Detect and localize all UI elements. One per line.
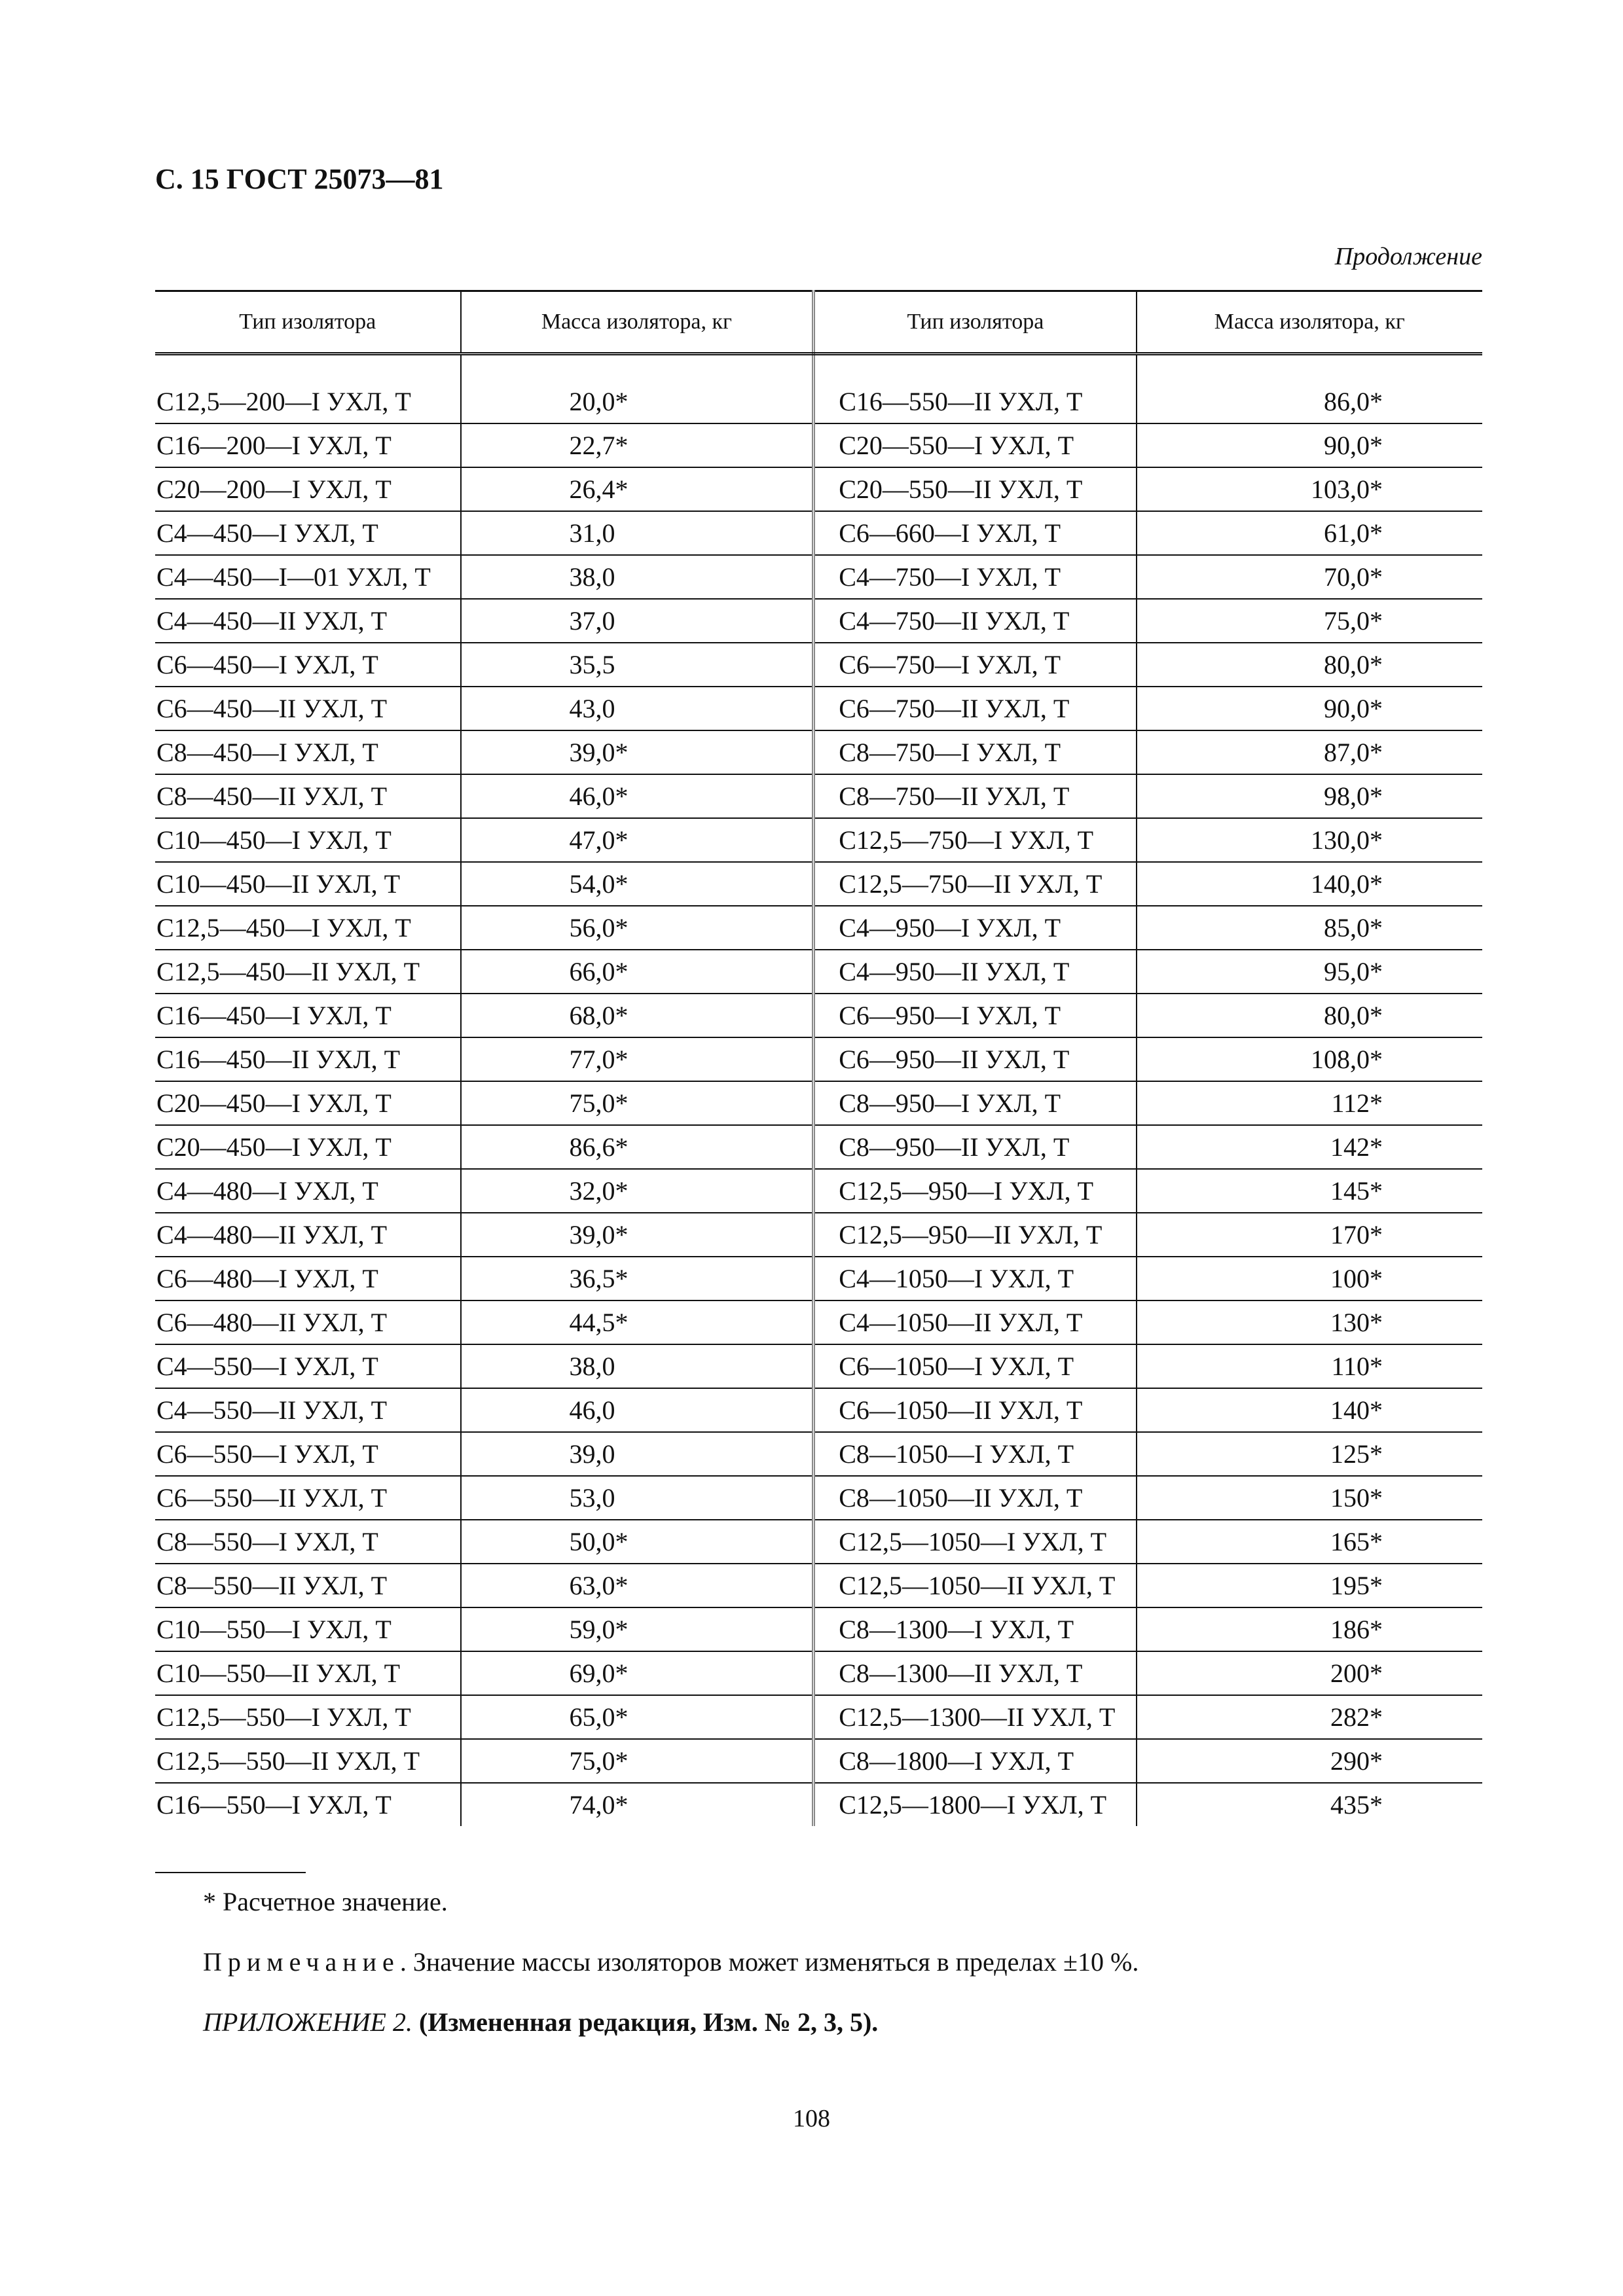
cell-mass-right: 90,0*	[1137, 423, 1482, 467]
cell-mass-right: 61,0*	[1137, 511, 1482, 555]
cell-type-right: С4—950—I УХЛ, Т	[814, 906, 1137, 950]
table-row	[155, 994, 1482, 1037]
table-row	[155, 1300, 1482, 1344]
cell-type-right: С6—950—II УХЛ, Т	[814, 1037, 1137, 1081]
cell-mass-left: 59,0*	[461, 1607, 814, 1651]
table-row	[155, 380, 1482, 423]
cell-type-left: С6—450—I УХЛ, Т	[155, 643, 461, 687]
cell-type-right: С4—750—II УХЛ, Т	[814, 599, 1137, 643]
footnote: * Расчетное значение.	[203, 1887, 448, 1916]
cell-mass-right: 103,0*	[1137, 467, 1482, 511]
table-row	[155, 643, 1482, 687]
cell-type-left: С6—480—II УХЛ, Т	[155, 1300, 461, 1344]
cell-type-left: С10—550—I УХЛ, Т	[155, 1607, 461, 1651]
cell-type-left: С10—450—II УХЛ, Т	[155, 862, 461, 906]
cell-mass-right: 80,0*	[1137, 994, 1482, 1037]
cell-mass-left: 46,0*	[461, 774, 814, 818]
cell-type-right: С20—550—II УХЛ, Т	[814, 467, 1137, 511]
cell-type-left: С4—450—I УХЛ, Т	[155, 511, 461, 555]
cell-mass-left: 44,5*	[461, 1300, 814, 1344]
appendix-text: (Измененная редакция, Изм. № 2, 3, 5).	[418, 2007, 879, 2037]
table-row	[155, 730, 1482, 774]
cell-mass-left: 39,0	[461, 1432, 814, 1476]
table-row	[155, 774, 1482, 818]
cell-mass-right: 87,0*	[1137, 730, 1482, 774]
cell-mass-left: 31,0	[461, 511, 814, 555]
table-row	[155, 599, 1482, 643]
cell-mass-right: 145*	[1137, 1169, 1482, 1213]
cell-mass-right: 112*	[1137, 1081, 1482, 1125]
cell-type-left: С16—450—II УХЛ, Т	[155, 1037, 461, 1081]
cell-type-right: С8—1300—I УХЛ, Т	[814, 1607, 1137, 1651]
cell-type-right: С16—550—II УХЛ, Т	[814, 380, 1137, 423]
note-text: . Значение массы изоляторов может изменяться в пределах ±10 %.	[399, 1947, 1139, 1977]
cell-mass-left: 75,0*	[461, 1081, 814, 1125]
cell-type-left: С20—450—I УХЛ, Т	[155, 1081, 461, 1125]
cell-mass-right: 165*	[1137, 1520, 1482, 1564]
table-row	[155, 1344, 1482, 1388]
cell-type-left: С8—550—II УХЛ, Т	[155, 1564, 461, 1607]
cell-type-right: С12,5—1800—I УХЛ, Т	[814, 1783, 1137, 1826]
cell-type-right: С8—1050—I УХЛ, Т	[814, 1432, 1137, 1476]
footnote-divider	[155, 1872, 306, 1873]
cell-mass-right: 90,0*	[1137, 687, 1482, 730]
cell-mass-left: 56,0*	[461, 906, 814, 950]
cell-mass-right: 98,0*	[1137, 774, 1482, 818]
cell-mass-right: 142*	[1137, 1125, 1482, 1169]
cell-type-left: С10—450—I УХЛ, Т	[155, 818, 461, 862]
appendix-label: ПРИЛОЖЕНИЕ 2.	[203, 2007, 412, 2037]
cell-type-right: С8—1800—I УХЛ, Т	[814, 1739, 1137, 1783]
table-row	[155, 1257, 1482, 1300]
cell-mass-right: 130*	[1137, 1300, 1482, 1344]
cell-mass-left: 86,6*	[461, 1125, 814, 1169]
cell-type-left: С20—450—I УХЛ, Т	[155, 1125, 461, 1169]
cell-type-right: С8—950—I УХЛ, Т	[814, 1081, 1137, 1125]
cell-type-left: С12,5—450—I УХЛ, Т	[155, 906, 461, 950]
cell-mass-right: 195*	[1137, 1564, 1482, 1607]
cell-mass-left: 75,0*	[461, 1739, 814, 1783]
cell-type-left: С4—450—I—01 УХЛ, Т	[155, 555, 461, 599]
cell-mass-left: 39,0*	[461, 1213, 814, 1257]
cell-type-left: С16—200—I УХЛ, Т	[155, 423, 461, 467]
cell-type-left: С6—550—II УХЛ, Т	[155, 1476, 461, 1520]
table-row	[155, 818, 1482, 862]
cell-mass-right: 290*	[1137, 1739, 1482, 1783]
cell-mass-left: 36,5*	[461, 1257, 814, 1300]
cell-type-right: С8—950—II УХЛ, Т	[814, 1125, 1137, 1169]
cell-type-left: С8—450—I УХЛ, Т	[155, 730, 461, 774]
cell-type-right: С4—750—I УХЛ, Т	[814, 555, 1137, 599]
cell-type-left: С6—480—I УХЛ, Т	[155, 1257, 461, 1300]
cell-mass-left: 54,0*	[461, 862, 814, 906]
insulator-mass-table	[155, 290, 1482, 1826]
cell-type-left: С8—450—II УХЛ, Т	[155, 774, 461, 818]
table-row	[155, 1607, 1482, 1651]
appendix-note	[203, 2007, 878, 2037]
cell-mass-left: 43,0	[461, 687, 814, 730]
cell-type-right: С4—1050—I УХЛ, Т	[814, 1257, 1137, 1300]
table-row	[155, 687, 1482, 730]
cell-mass-left: 63,0*	[461, 1564, 814, 1607]
cell-type-right: С12,5—950—II УХЛ, Т	[814, 1213, 1137, 1257]
table-row	[155, 1651, 1482, 1695]
cell-type-left: С16—450—I УХЛ, Т	[155, 994, 461, 1037]
cell-type-left: С8—550—I УХЛ, Т	[155, 1520, 461, 1564]
cell-type-left: С4—480—I УХЛ, Т	[155, 1169, 461, 1213]
cell-type-left: С10—550—II УХЛ, Т	[155, 1651, 461, 1695]
table-body	[155, 380, 1482, 1826]
cell-mass-left: 35,5	[461, 643, 814, 687]
cell-type-left: С4—480—II УХЛ, Т	[155, 1213, 461, 1257]
cell-type-left: С12,5—550—II УХЛ, Т	[155, 1739, 461, 1783]
cell-type-left: С6—450—II УХЛ, Т	[155, 687, 461, 730]
table-row	[155, 467, 1482, 511]
cell-mass-right: 170*	[1137, 1213, 1482, 1257]
table-row	[155, 1476, 1482, 1520]
cell-mass-right: 125*	[1137, 1432, 1482, 1476]
cell-type-left: С4—550—II УХЛ, Т	[155, 1388, 461, 1432]
cell-mass-right: 108,0*	[1137, 1037, 1482, 1081]
cell-mass-right: 70,0*	[1137, 555, 1482, 599]
table-row	[155, 555, 1482, 599]
cell-type-left: С12,5—450—II УХЛ, Т	[155, 950, 461, 994]
cell-mass-right: 186*	[1137, 1607, 1482, 1651]
table-row	[155, 906, 1482, 950]
cell-type-right: С8—750—II УХЛ, Т	[814, 774, 1137, 818]
table-row	[155, 1432, 1482, 1476]
table-row	[155, 1388, 1482, 1432]
cell-mass-left: 26,4*	[461, 467, 814, 511]
cell-type-right: С6—950—I УХЛ, Т	[814, 994, 1137, 1037]
cell-type-left: С20—200—I УХЛ, Т	[155, 467, 461, 511]
cell-type-right: С6—1050—II УХЛ, Т	[814, 1388, 1137, 1432]
cell-mass-right: 130,0*	[1137, 818, 1482, 862]
table-row	[155, 511, 1482, 555]
cell-type-right: С8—1050—II УХЛ, Т	[814, 1476, 1137, 1520]
table-row	[155, 1125, 1482, 1169]
cell-type-right: С12,5—1300—II УХЛ, Т	[814, 1695, 1137, 1739]
cell-mass-left: 46,0	[461, 1388, 814, 1432]
cell-type-left: С4—450—II УХЛ, Т	[155, 599, 461, 643]
cell-type-right: С8—750—I УХЛ, Т	[814, 730, 1137, 774]
cell-type-right: С6—660—I УХЛ, Т	[814, 511, 1137, 555]
cell-mass-right: 95,0*	[1137, 950, 1482, 994]
note-label: Примечание	[203, 1947, 400, 1977]
cell-type-left: С4—550—I УХЛ, Т	[155, 1344, 461, 1388]
cell-mass-right: 85,0*	[1137, 906, 1482, 950]
table-row	[155, 862, 1482, 906]
cell-type-right: С4—950—II УХЛ, Т	[814, 950, 1137, 994]
cell-type-left: С16—550—I УХЛ, Т	[155, 1783, 461, 1826]
page-number: 108	[793, 2105, 830, 2132]
cell-mass-right: 140*	[1137, 1388, 1482, 1432]
cell-mass-left: 47,0*	[461, 818, 814, 862]
cell-mass-right: 282*	[1137, 1695, 1482, 1739]
cell-mass-left: 53,0	[461, 1476, 814, 1520]
cell-mass-right: 100*	[1137, 1257, 1482, 1300]
cell-type-left: С6—550—I УХЛ, Т	[155, 1432, 461, 1476]
cell-mass-left: 22,7*	[461, 423, 814, 467]
cell-mass-left: 20,0*	[461, 380, 814, 423]
cell-type-right: С12,5—950—I УХЛ, Т	[814, 1169, 1137, 1213]
table-row	[155, 1081, 1482, 1125]
cell-type-right: С6—1050—I УХЛ, Т	[814, 1344, 1137, 1388]
cell-mass-left: 32,0*	[461, 1169, 814, 1213]
cell-type-right: С12,5—1050—I УХЛ, Т	[814, 1520, 1137, 1564]
cell-mass-right: 110*	[1137, 1344, 1482, 1388]
table-row	[155, 1520, 1482, 1564]
cell-type-right: С12,5—1050—II УХЛ, Т	[814, 1564, 1137, 1607]
cell-mass-left: 66,0*	[461, 950, 814, 994]
header-mass-2: Масса изолятора, кг	[1137, 291, 1482, 354]
cell-mass-left: 77,0*	[461, 1037, 814, 1081]
cell-mass-left: 38,0	[461, 555, 814, 599]
cell-mass-right: 140,0*	[1137, 862, 1482, 906]
cell-type-right: С8—1300—II УХЛ, Т	[814, 1651, 1137, 1695]
table-header-row	[155, 291, 1482, 354]
table-row	[155, 1169, 1482, 1213]
table-row	[155, 1213, 1482, 1257]
cell-mass-right: 75,0*	[1137, 599, 1482, 643]
cell-mass-left: 65,0*	[461, 1695, 814, 1739]
cell-mass-left: 39,0*	[461, 730, 814, 774]
cell-mass-right: 86,0*	[1137, 380, 1482, 423]
cell-type-right: С6—750—II УХЛ, Т	[814, 687, 1137, 730]
cell-type-right: С12,5—750—II УХЛ, Т	[814, 862, 1137, 906]
table-row	[155, 1783, 1482, 1826]
header-type-1: Тип изолятора	[155, 291, 461, 354]
cell-mass-left: 50,0*	[461, 1520, 814, 1564]
table-row	[155, 423, 1482, 467]
cell-mass-right: 200*	[1137, 1651, 1482, 1695]
table-row	[155, 1739, 1482, 1783]
table-row	[155, 1564, 1482, 1607]
cell-type-left: С12,5—550—I УХЛ, Т	[155, 1695, 461, 1739]
note	[203, 1946, 1139, 1977]
cell-mass-left: 38,0	[461, 1344, 814, 1388]
table-row	[155, 1695, 1482, 1739]
cell-mass-left: 68,0*	[461, 994, 814, 1037]
cell-mass-right: 150*	[1137, 1476, 1482, 1520]
table-row	[155, 1037, 1482, 1081]
cell-mass-right: 435*	[1330, 1790, 1383, 1820]
cell-type-right: С20—550—I УХЛ, Т	[814, 423, 1137, 467]
cell-type-right: С6—750—I УХЛ, Т	[814, 643, 1137, 687]
page-header-title: С. 15 ГОСТ 25073—81	[155, 163, 444, 195]
header-mass-1: Масса изолятора, кг	[461, 291, 814, 354]
cell-type-left: С12,5—200—I УХЛ, Т	[155, 380, 461, 423]
cell-mass-left: 69,0*	[461, 1651, 814, 1695]
cell-type-right: С12,5—750—I УХЛ, Т	[814, 818, 1137, 862]
cell-mass-right: 80,0*	[1137, 643, 1482, 687]
header-type-2: Тип изолятора	[814, 291, 1137, 354]
continuation-label: Продолжение	[1334, 243, 1482, 270]
cell-mass-left: 74,0*	[461, 1783, 814, 1826]
table-row	[155, 950, 1482, 994]
cell-type-right: С4—1050—II УХЛ, Т	[814, 1300, 1137, 1344]
cell-mass-left: 37,0	[461, 599, 814, 643]
